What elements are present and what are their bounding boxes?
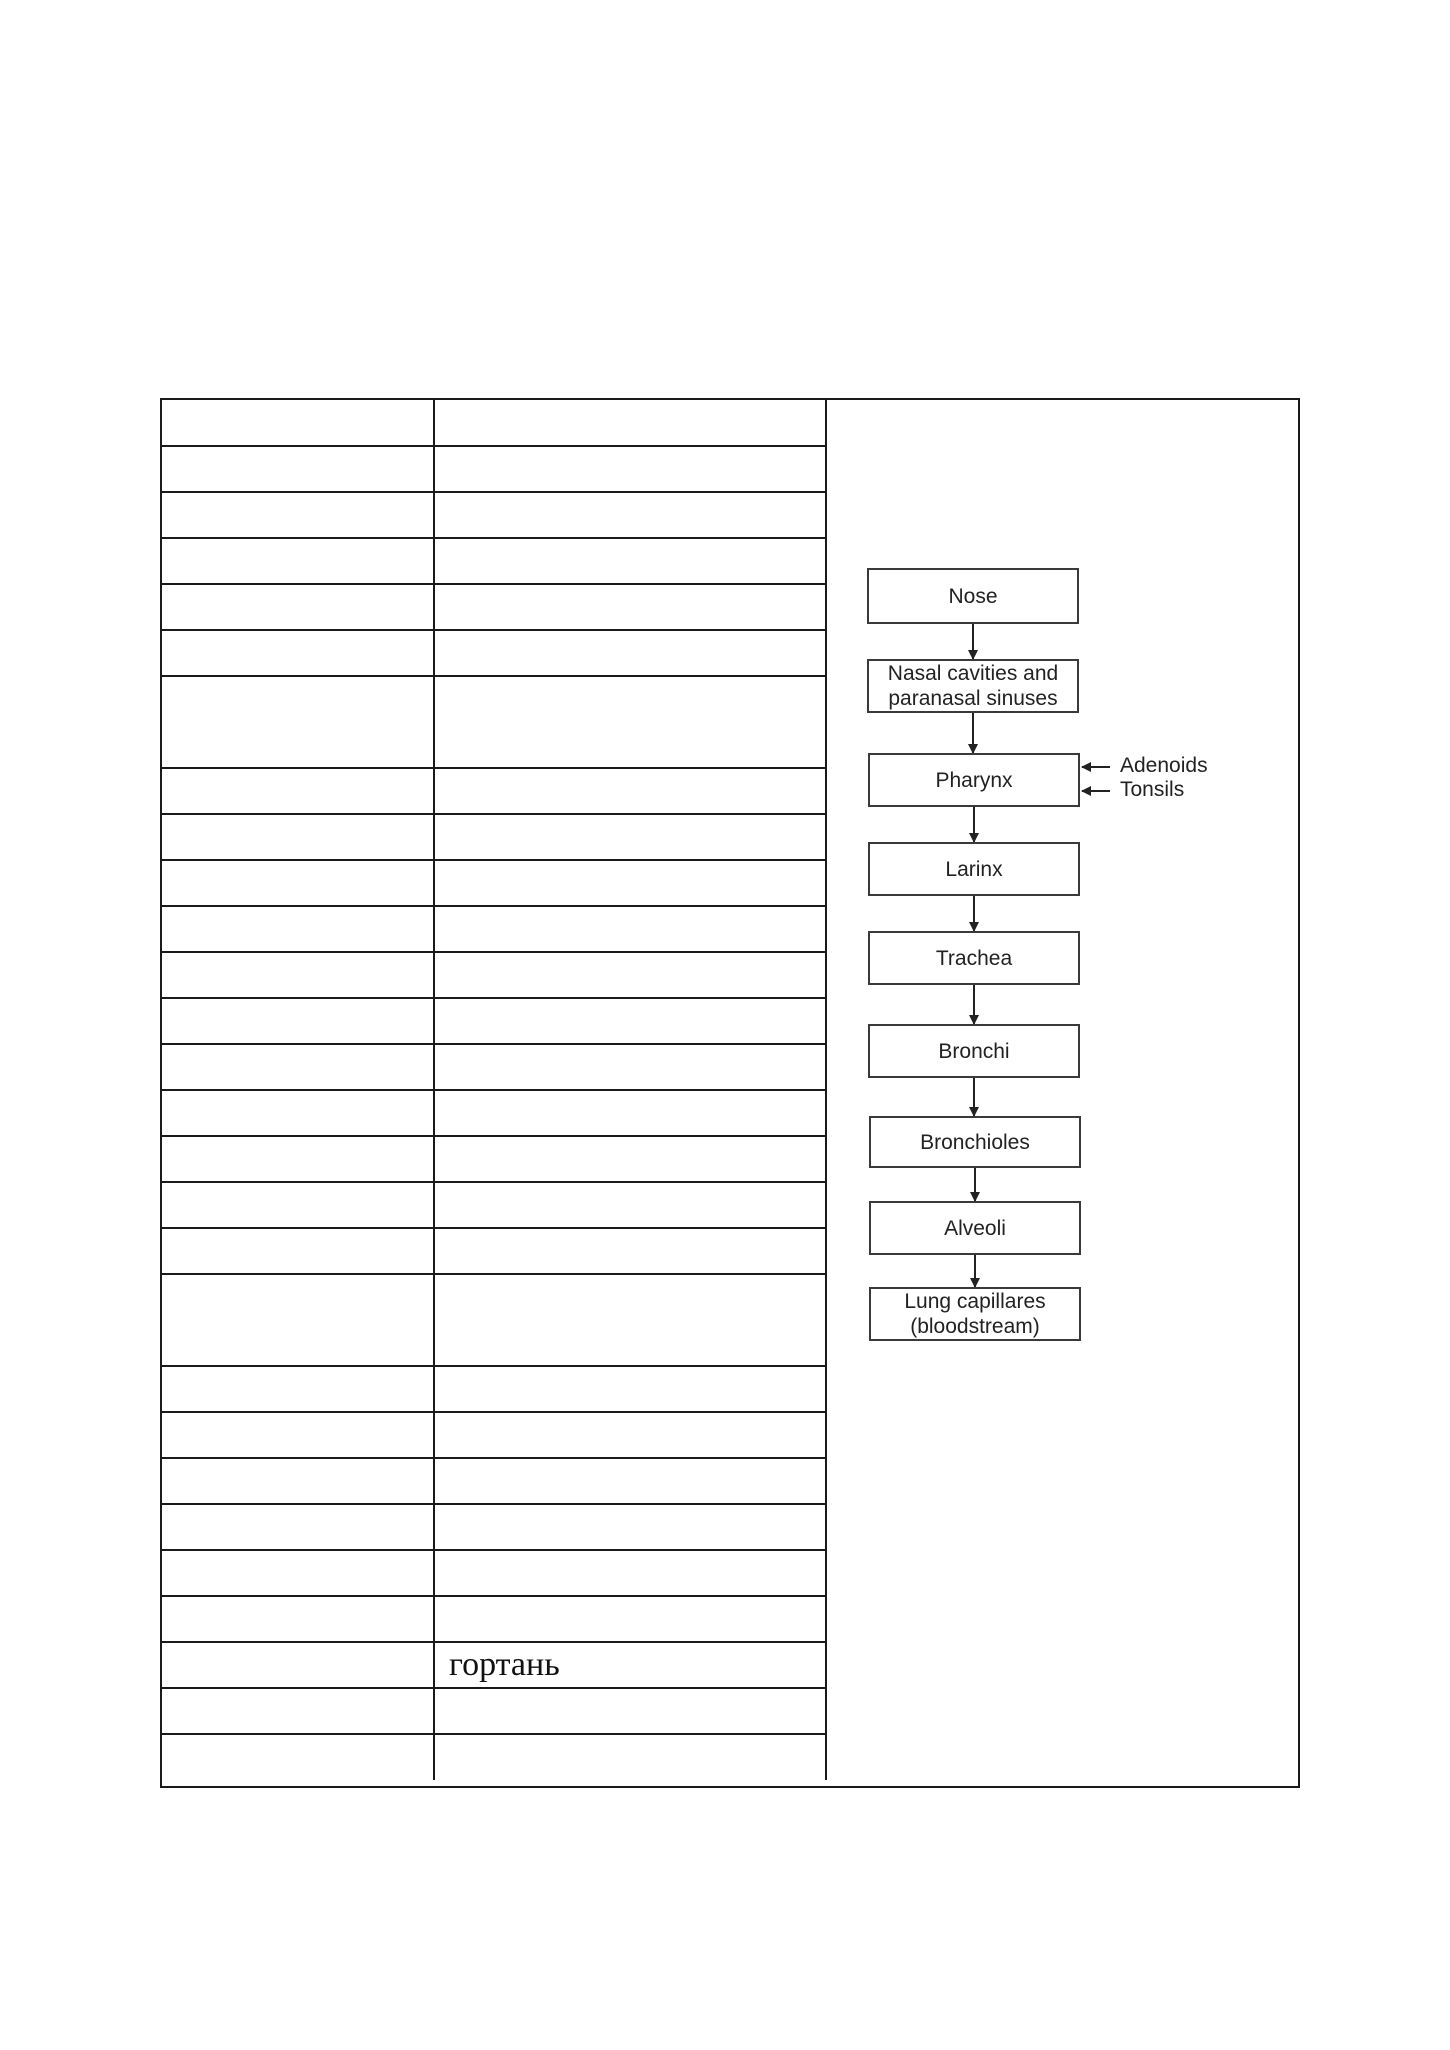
table-row — [162, 1274, 826, 1366]
step-label: Alveoli — [944, 1216, 1006, 1240]
step-label: Bronchioles — [920, 1130, 1030, 1154]
table-row — [162, 1550, 826, 1596]
table-row — [162, 1136, 826, 1182]
worksheet-frame — [160, 398, 1300, 1788]
nasal-cavities-box — [867, 659, 1079, 713]
translation-cell — [434, 1550, 826, 1596]
table-row — [162, 998, 826, 1044]
translation-cell — [434, 1366, 826, 1412]
translation-cell — [434, 1458, 826, 1504]
adenoids-label: Adenoids — [1120, 754, 1208, 777]
table-row — [162, 1504, 826, 1550]
table-row — [162, 1366, 826, 1412]
translation-cell — [434, 1090, 826, 1136]
term-cell — [162, 676, 434, 768]
respiratory-flow-diagram — [826, 400, 1298, 1786]
table-row — [162, 400, 826, 446]
step-label: Lung capillares (bloodstream) — [904, 1290, 1046, 1338]
table-row — [162, 1734, 826, 1780]
table-row — [162, 676, 826, 768]
term-cell — [162, 630, 434, 676]
translation-cell — [434, 492, 826, 538]
table-row — [162, 1412, 826, 1458]
term-cell — [162, 952, 434, 998]
term-cell — [162, 1458, 434, 1504]
term-cell — [162, 1412, 434, 1458]
step-label: Larinx — [945, 857, 1003, 881]
pharynx-box — [868, 753, 1080, 807]
translation-cell — [434, 1044, 826, 1090]
trachea-box — [868, 931, 1080, 985]
table-row — [162, 768, 826, 814]
term-cell — [162, 492, 434, 538]
tonsils-label: Tonsils — [1120, 778, 1185, 801]
term-cell — [162, 400, 434, 446]
table-row — [162, 630, 826, 676]
table-row — [162, 906, 826, 952]
term-cell — [162, 1182, 434, 1228]
term-cell — [162, 1228, 434, 1274]
table-row — [162, 492, 826, 538]
step-label: Trachea — [935, 946, 1013, 970]
term-cell — [162, 1550, 434, 1596]
term-cell — [162, 446, 434, 492]
translation-cell — [434, 400, 826, 446]
term-cell — [162, 998, 434, 1044]
term-cell — [162, 1642, 434, 1688]
translation-cell — [434, 446, 826, 492]
table-row — [162, 1688, 826, 1734]
table-row — [162, 538, 826, 584]
bronchioles-box — [869, 1116, 1081, 1168]
step-label: Nasal cavities and paranasal sinuses — [887, 662, 1059, 710]
term-cell — [162, 1688, 434, 1734]
term-cell — [162, 814, 434, 860]
translation-cell — [434, 998, 826, 1044]
term-cell — [162, 1090, 434, 1136]
translation-cell — [434, 860, 826, 906]
term-cell — [162, 538, 434, 584]
lung-capillares-box — [869, 1287, 1081, 1341]
step-label: Pharynx — [935, 768, 1013, 792]
term-cell — [162, 1136, 434, 1182]
term-cell — [162, 1596, 434, 1642]
table-row — [162, 1228, 826, 1274]
table-row — [162, 1090, 826, 1136]
translation-cell — [434, 1688, 826, 1734]
bronchi-box — [868, 1024, 1080, 1078]
term-cell — [162, 1366, 434, 1412]
translation-cell — [434, 676, 826, 768]
translation-cell — [434, 1182, 826, 1228]
table-row — [162, 952, 826, 998]
nose-box — [867, 568, 1079, 624]
translation-cell: гортань — [434, 1642, 826, 1688]
translation-cell — [434, 906, 826, 952]
table-row — [162, 814, 826, 860]
table-row — [162, 860, 826, 906]
step-label: Nose — [948, 584, 998, 608]
term-cell — [162, 768, 434, 814]
table-row — [162, 1044, 826, 1090]
translation-cell — [434, 1274, 826, 1366]
translation-cell — [434, 814, 826, 860]
table-row — [162, 1642, 826, 1688]
term-cell — [162, 584, 434, 630]
term-cell — [162, 1504, 434, 1550]
translation-cell — [434, 1228, 826, 1274]
table-row — [162, 1182, 826, 1228]
larinx-box — [868, 842, 1080, 896]
translation-cell — [434, 1734, 826, 1780]
vocabulary-table — [162, 400, 827, 1780]
translation-cell — [434, 584, 826, 630]
translation-cell — [434, 1504, 826, 1550]
table-row — [162, 1596, 826, 1642]
step-label: Bronchi — [938, 1039, 1010, 1063]
alveoli-box — [869, 1201, 1081, 1255]
translation-cell — [434, 1136, 826, 1182]
translation-cell — [434, 538, 826, 584]
translation-cell — [434, 952, 826, 998]
translation-cell — [434, 1412, 826, 1458]
translation-cell — [434, 630, 826, 676]
term-cell — [162, 1044, 434, 1090]
term-cell — [162, 860, 434, 906]
translation-cell — [434, 768, 826, 814]
term-cell — [162, 906, 434, 952]
term-cell — [162, 1734, 434, 1780]
term-cell — [162, 1274, 434, 1366]
table-row — [162, 446, 826, 492]
table-row — [162, 584, 826, 630]
translation-cell — [434, 1596, 826, 1642]
table-row — [162, 1458, 826, 1504]
